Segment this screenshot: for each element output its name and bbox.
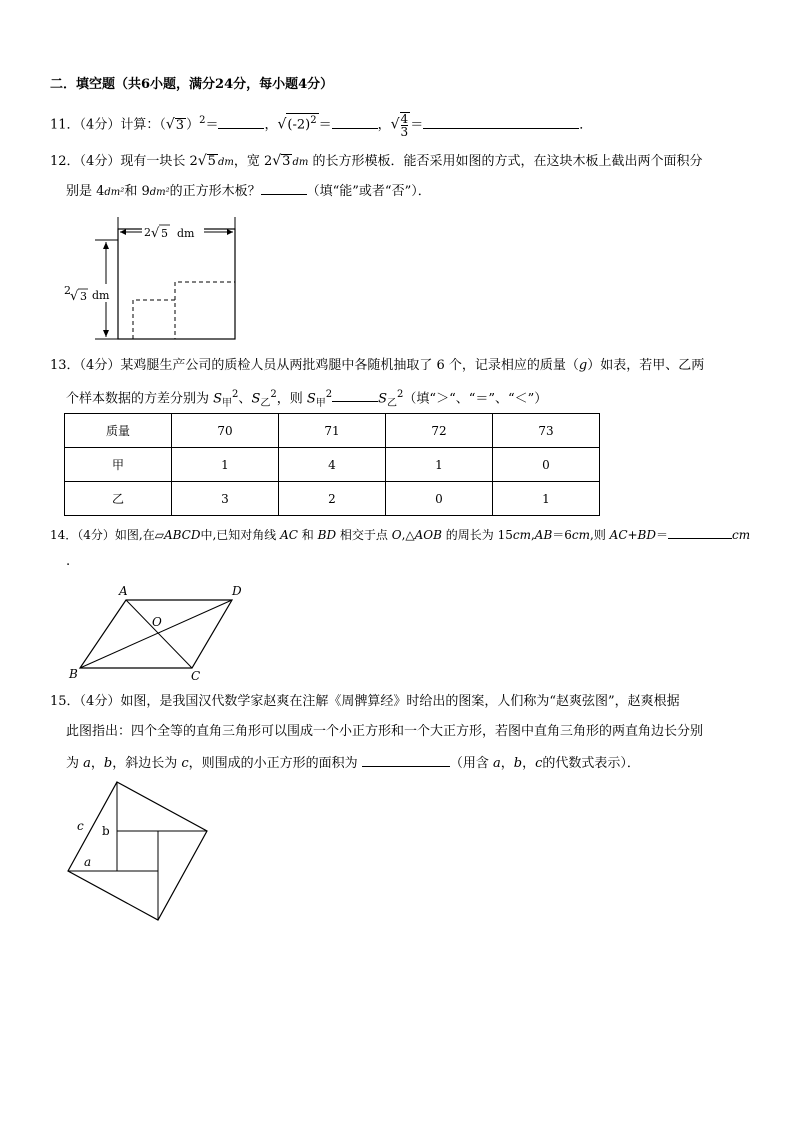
- q15-text-7: 的代数式表示）．: [542, 756, 640, 771]
- fig-height-unit: dm: [92, 289, 110, 302]
- table-row: [65, 448, 600, 482]
- q14-text-2: 中,已知对角线: [200, 528, 281, 542]
- table-cell: 1: [386, 448, 493, 482]
- q13-sub-yi: 乙: [260, 397, 271, 409]
- q14-text-7: ,: [530, 528, 535, 542]
- q12-text-2: ，宽 2: [233, 154, 273, 169]
- sqrt-symbol: √: [272, 153, 282, 169]
- vertex-label-a: A: [119, 584, 128, 598]
- fig-width-coef: 2: [144, 226, 151, 239]
- sqrt-symbol: √: [197, 153, 207, 169]
- q13-text-1: 某鸡腿生产公司的质检人员从两批鸡腿中各随机抽取了 6 个，记录相应的质量（: [120, 358, 579, 373]
- q12-text-4: 别是 4: [66, 184, 105, 199]
- q14-abcd: ABCD: [163, 528, 201, 542]
- q14-text-1: 如图,在▱: [114, 528, 164, 542]
- q15-var-b: b: [103, 756, 113, 771]
- q15-number: 15．: [50, 694, 80, 709]
- q14-text-4: 相交于点: [336, 528, 392, 542]
- question-12-line-2: [66, 181, 431, 202]
- table-row: [65, 482, 600, 516]
- board-rectangle: [118, 229, 235, 339]
- q12-text-3: 的长方形模板．能否采用如图的方式，在这块木板上截出两个面积分: [308, 154, 703, 169]
- question-15-line-3: [66, 753, 640, 773]
- q11-frac-den: 3: [400, 125, 409, 139]
- q11-number: 11．: [50, 117, 80, 133]
- table-cell: 甲: [65, 448, 172, 482]
- q13-number: 13．: [50, 358, 80, 373]
- q11-paren: （: [159, 117, 166, 133]
- q14-cm: cm: [571, 528, 591, 542]
- q15-comma: ，: [522, 756, 536, 771]
- q14-ac: AC: [280, 528, 298, 542]
- q14-answer-blank[interactable]: [668, 525, 732, 539]
- q15-var-b: b: [513, 756, 523, 771]
- q14-bd: BD: [317, 528, 337, 542]
- q15-var-c: c: [535, 756, 543, 771]
- q15-var-a: a: [83, 756, 91, 771]
- q14-aob: AOB: [414, 528, 442, 542]
- q12-text-5: 和 9: [124, 184, 150, 199]
- vertex-label-d: D: [232, 584, 242, 598]
- q13-sub-yi: 乙: [387, 397, 398, 409]
- q15-text-1: 如图，是我国汉代数学家赵爽在注解《周髀算经》时给出的图案，人们称为“赵爽弦图”，赵爽根据: [120, 694, 680, 709]
- table-header-cell: 70: [172, 414, 279, 448]
- q11-eq: ＝: [205, 117, 219, 133]
- question-12-line-1: [50, 152, 702, 172]
- q13-sup: 2: [325, 389, 333, 400]
- q14-text-8: ＝6: [552, 528, 572, 542]
- q13-sup: 2: [397, 389, 404, 400]
- q13-s: S: [251, 391, 261, 407]
- q14-parallelogram-figure: [60, 578, 260, 683]
- question-13-line-1: [50, 357, 704, 375]
- diagonal-ac: [126, 600, 192, 668]
- q12-number: 12．: [50, 154, 80, 169]
- q14-text-9: ,则: [590, 528, 610, 542]
- q11-e2-exponent: 2: [310, 115, 317, 127]
- q11-end: ．: [579, 117, 593, 133]
- q13-points: （4分）: [79, 358, 121, 373]
- q13-sep: 、: [238, 391, 252, 407]
- arrow-right-icon: [227, 229, 233, 235]
- arrow-up-icon: [103, 242, 109, 249]
- q15-comma: ，: [90, 756, 104, 771]
- q11-e1-exponent: 2: [199, 115, 206, 127]
- q11-comma: ，: [264, 117, 278, 133]
- q13-data-table: [64, 413, 600, 516]
- outer-square: [68, 782, 207, 920]
- table-header-cell: 质量: [65, 414, 172, 448]
- q12-text-1: 现有一块长 2: [120, 154, 198, 169]
- q13-text-5: （填“＞“、“＝”、“＜”）: [403, 391, 548, 407]
- q15-zhaoshuang-figure: [60, 778, 220, 928]
- q11-answer-blank-1[interactable]: [218, 115, 264, 129]
- table-cell: 3: [172, 482, 279, 516]
- intersection-label-o: O: [152, 615, 162, 629]
- q11-eq: ＝: [410, 117, 424, 133]
- fig-width-radicand: 5: [161, 227, 168, 240]
- q15-comma: ，: [500, 756, 514, 771]
- section-title: 二．填空题（共6小题，满分24分，每小题4分）: [50, 77, 334, 92]
- q15-answer-blank[interactable]: [362, 753, 450, 767]
- sqrt-symbol: √: [390, 116, 400, 133]
- small-square-dashed: [133, 300, 175, 339]
- q14-trailing-dot: .: [66, 554, 71, 569]
- q11-e2-base: (-2): [287, 117, 311, 133]
- q11-lead: 计算：: [120, 117, 160, 133]
- q11-answer-blank-3[interactable]: [423, 115, 579, 129]
- table-cell: 0: [493, 448, 600, 482]
- question-13-line-2: [66, 386, 547, 413]
- table-cell: 1: [172, 448, 279, 482]
- q14-cm: cm: [732, 528, 751, 542]
- q15-text-4: ，斜边长为: [112, 756, 182, 771]
- q12-sq-unit: dm²: [104, 187, 125, 198]
- q12-len-radicand: 5: [207, 154, 216, 169]
- q14-number: 14．: [50, 528, 78, 542]
- table-header-row: [65, 414, 600, 448]
- q11-e2-radicand: [286, 113, 318, 131]
- q11-fraction: [400, 112, 411, 138]
- question-11: [50, 112, 592, 138]
- q13-sup: 2: [270, 389, 277, 400]
- table-cell: 1: [493, 482, 600, 516]
- q11-paren: ）: [186, 117, 200, 133]
- table-cell: 2: [279, 482, 386, 516]
- q15-points: （4分）: [79, 694, 121, 709]
- label-c: c: [77, 819, 84, 833]
- arrow-left-icon: [120, 229, 126, 235]
- q12-unit: dm: [292, 157, 309, 168]
- vertex-label-b: B: [69, 667, 78, 681]
- label-b: b: [102, 824, 110, 838]
- table-cell: 0: [386, 482, 493, 516]
- q15-var-c: c: [181, 756, 189, 771]
- q14-text-10: ＝: [656, 528, 669, 542]
- table-cell: 乙: [65, 482, 172, 516]
- q12-text-7: （填“能”或者“否”）．: [306, 184, 431, 199]
- q13-s: S: [306, 391, 316, 407]
- q12-text-6: 的正方形木板？: [169, 184, 261, 199]
- q14-cm: cm: [512, 528, 531, 542]
- table-header-cell: 72: [386, 414, 493, 448]
- q13-unit-g: g: [578, 358, 588, 373]
- q13-sub-jia: 甲: [315, 397, 326, 409]
- table-cell: 4: [279, 448, 386, 482]
- sqrt-symbol: √: [70, 289, 79, 304]
- question-15-line-1: [50, 693, 680, 711]
- q12-board-figure: [60, 212, 250, 347]
- fig-width-unit: dm: [177, 227, 195, 240]
- sqrt-symbol: √: [277, 116, 287, 133]
- q13-s: S: [378, 391, 388, 407]
- q11-comma: ，: [377, 117, 391, 133]
- q13-s: S: [213, 391, 223, 407]
- q14-o: O: [391, 528, 402, 542]
- vertex-label-c: C: [191, 669, 201, 683]
- q14-text-3: 和: [297, 528, 318, 542]
- q14-points: （4分）: [77, 528, 115, 542]
- q11-answer-blank-2[interactable]: [332, 115, 378, 129]
- q12-wid-radicand: 3: [282, 154, 291, 169]
- q13-sup: 2: [232, 389, 239, 400]
- arrow-down-icon: [103, 330, 109, 337]
- q13-text-3: 个样本数据的方差分别为: [66, 391, 214, 407]
- q13-sub-jia: 甲: [222, 397, 233, 409]
- question-14: [50, 525, 750, 544]
- q11-frac-num: 4: [400, 112, 409, 126]
- fig-height-coef: 2: [64, 284, 71, 297]
- q11-e1-radicand: 3: [175, 117, 185, 133]
- q13-text-4: ，则: [276, 391, 307, 407]
- q15-text-5: ，则围成的小正方形的面积为: [188, 756, 362, 771]
- q14-ab: AB: [534, 528, 553, 542]
- sqrt-symbol: √: [151, 226, 160, 241]
- table-header-cell: 71: [279, 414, 386, 448]
- table-header-cell: 73: [493, 414, 600, 448]
- large-square-dashed: [175, 282, 235, 300]
- q12-unit: dm: [217, 157, 234, 168]
- q11-points: （4分）: [79, 117, 121, 133]
- label-a: a: [84, 855, 92, 869]
- q11-eq: ＝: [318, 117, 332, 133]
- q14-acbd: AC+BD: [609, 528, 656, 542]
- q13-answer-blank[interactable]: [332, 388, 378, 402]
- sqrt-symbol: √: [165, 116, 175, 133]
- fig-height-radicand: 3: [80, 290, 87, 303]
- q15-text-3: 为: [66, 756, 84, 771]
- q12-points: （4分）: [79, 154, 121, 169]
- q12-answer-blank[interactable]: [261, 181, 307, 195]
- q14-text-5: ,△: [401, 528, 415, 542]
- question-15-line-2: 此图指出：四个全等的直角三角形可以围成一个小正方形和一个大正方形，若图中直角三角形的两直角边长分别: [66, 724, 704, 739]
- q15-var-a: a: [492, 756, 501, 771]
- q14-text-6: 的周长为 15: [441, 528, 513, 542]
- q15-text-6: （用含: [449, 756, 493, 771]
- q13-text-2: ）如表，若甲、乙两: [587, 358, 705, 373]
- q12-sq-unit: dm²: [149, 187, 170, 198]
